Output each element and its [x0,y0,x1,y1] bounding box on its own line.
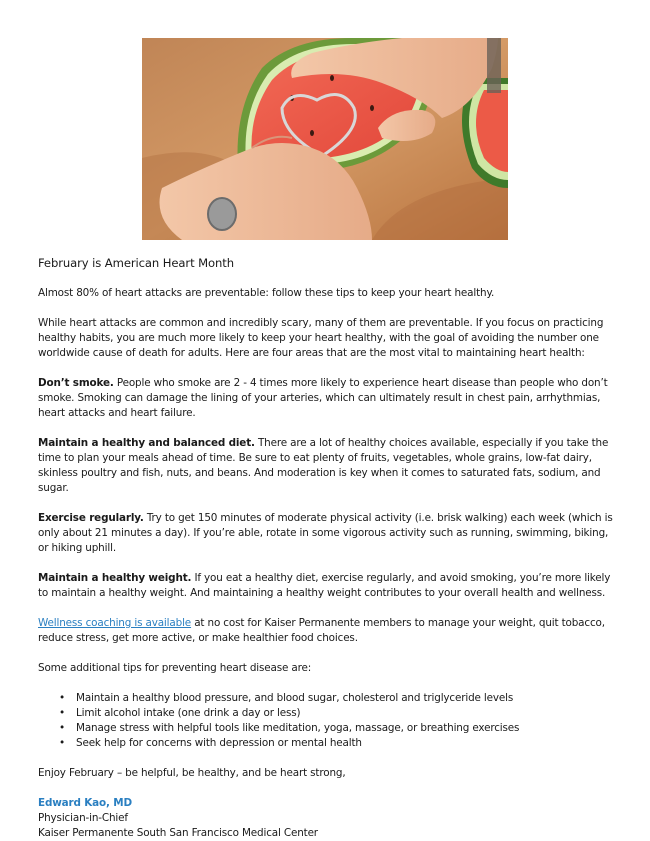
signature-name: Edward Kao, MD [38,797,132,809]
tips-list [38,691,618,751]
section-text: If you eat a healthy diet, exercise regularly, and avoid smoking, you’re more likely to maintain a healthy weight. And maintaining a healthy weight contributes to your overall health and wellness. [38,572,611,599]
article-body [38,256,618,841]
section-exercise [38,511,618,556]
bullet-icon: • [59,707,65,719]
section-diet [38,436,618,496]
section-text: There are a lot of healthy choices available, especially if you take the time to plan your meals ahead of time. Be sure to eat plenty of fruits, vegetables, whole grains, low-fat dairy, skinless poultry and fish, nuts, and beans. And moderation is key when it comes to saturated fats, sodium, and sugar. [38,437,609,494]
section-title: Exercise regularly. [38,512,144,524]
page-title: February is American Heart Month [38,256,234,270]
signature-organization: Kaiser Permanente South San Francisco Medical Center [38,827,318,839]
tip-text: Limit alcohol intake (one drink a day or less) [76,707,301,719]
wellness-text: at no cost for Kaiser Permanente members to manage your weight, quit tobacco, reduce stress, get more active, or make healthier food choices. [38,617,605,644]
tip-text: Seek help for concerns with depression or mental health [76,737,362,749]
section-title: Don’t smoke. [38,377,114,389]
wellness-coaching-link[interactable]: Wellness coaching is available [38,617,192,629]
intro-text: Almost 80% of heart attacks are preventable: follow these tips to keep your heart healthy. [38,287,495,299]
list-item [59,706,618,721]
list-item [59,736,618,751]
section-text: People who smoke are 2 - 4 times more likely to experience heart disease than people who don’t smoke. Smoking can damage the lining of your arteries, which can ultimately result in chest pain, arrhythmias, heart attacks and heart failure. [38,377,608,419]
section-weight [38,571,618,601]
signature-title: Physician-in-Chief [38,812,128,824]
bullet-icon: • [59,737,65,749]
wellness-paragraph [38,616,618,646]
closing-line: Enjoy February – be helpful, be healthy, and be heart strong, [38,767,346,779]
bullet-icon: • [59,692,65,704]
tip-text: Manage stress with helpful tools like meditation, yoga, massage, or breathing exercises [76,722,520,734]
signature-block [38,796,618,841]
section-title: Maintain a healthy weight. [38,572,192,584]
section-title: Maintain a healthy and balanced diet. [38,437,255,449]
section-dont-smoke [38,376,618,421]
tip-text: Maintain a healthy blood pressure, and blood sugar, cholesterol and triglyceride levels [76,692,514,704]
bullet-icon: • [59,722,65,734]
section-text: Try to get 150 minutes of moderate physical activity (i.e. brisk walking) each week (which is only about 21 minutes a day). If you’re able, rotate in some vigorous activity such as running, swimming, biking, or hiking uphill. [38,512,613,554]
tips-intro: Some additional tips for preventing heart disease are: [38,662,312,674]
hero-image-watermelon-heart [142,38,508,240]
list-item [59,691,618,706]
list-item [59,721,618,736]
watermelon-illustration [142,38,508,240]
overview-paragraph: While heart attacks are common and incredibly scary, many of them are preventable. If you focus on practicing healthy habits, you are much more likely to keep your heart healthy, with the goal of avoiding the number one worldwide cause of death for adults. Here are four areas that are the most vital to maintaining heart health: [38,317,604,359]
